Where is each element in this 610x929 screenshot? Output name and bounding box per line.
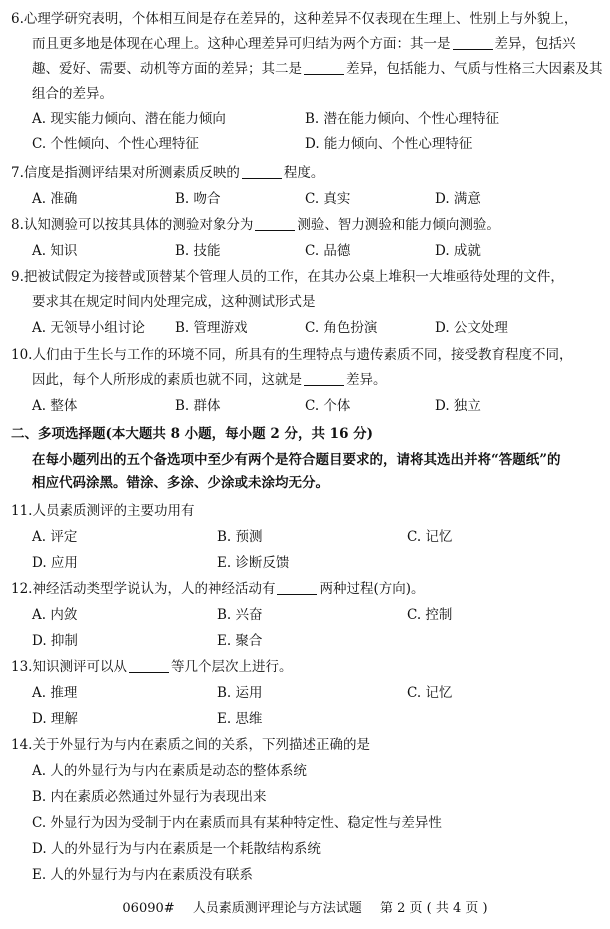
question-7-options — [11, 188, 603, 210]
option-b: B. 技能 — [175, 243, 221, 259]
option-d: D. 成就 — [435, 243, 481, 259]
option-d: D. 人的外显行为与内在素质是一个耗散结构系统 — [32, 841, 321, 857]
option-c: C. 外显行为因为受制于内在素质而具有某种特定性、稳定性与差异性 — [32, 815, 442, 831]
question-10-line-2: 因此，每个人所形成的素质也就不同，这就是 差异。 — [32, 372, 387, 388]
question-8-stem: 8.认知测验可以按其具体的测验对象分为 测验、智力测验和能力倾向测验。 — [11, 217, 500, 233]
option-d: D. 理解 — [32, 711, 78, 727]
question-14 — [11, 734, 603, 886]
page-number: 第 2 页 ( 共 4 页 ) — [379, 901, 488, 916]
question-10-options — [11, 395, 603, 417]
option-a: A. 无领导小组讨论 — [32, 320, 145, 336]
answer-blank — [129, 658, 169, 673]
answer-blank — [242, 164, 282, 179]
option-c: C. 真实 — [305, 191, 351, 207]
option-a: A. 准确 — [32, 191, 78, 207]
question-10-line-1: 10.人们由于生长与工作的环境不同，所具有的生理特点与遗传素质不同，接受教育程度不同， — [11, 347, 573, 363]
option-a: A. 人的外显行为与内在素质是动态的整体系统 — [32, 763, 307, 779]
option-c: C. 记忆 — [407, 685, 453, 701]
option-b: B. 潜在能力倾向、个性心理特征 — [305, 111, 500, 127]
exam-code: 06090# — [122, 901, 175, 916]
option-e: E. 思维 — [217, 711, 263, 727]
question-6-line-2: 而且更多地是体现在心理上。这种心理差异可归结为两个方面：其一是 差异，包括兴 — [32, 36, 576, 52]
question-9-line-1: 9.把被试假定为接替或顶替某个管理人员的工作，在其办公桌上堆积一大堆亟待处理的文件， — [11, 269, 564, 285]
question-11-options-row-1 — [11, 526, 603, 548]
question-13-options-row-1 — [11, 682, 603, 704]
question-14-stem: 14.关于外显行为与内在素质之间的关系，下列描述正确的是 — [11, 737, 370, 753]
page-footer — [0, 897, 610, 916]
question-8 — [11, 214, 603, 262]
option-c: C. 角色扮演 — [305, 320, 378, 336]
question-13-stem: 13.知识测评可以从 等几个层次上进行。 — [11, 659, 293, 675]
option-d: D. 满意 — [435, 191, 481, 207]
option-b: B. 吻合 — [175, 191, 221, 207]
answer-blank — [255, 216, 295, 231]
option-c: C. 个体 — [305, 398, 351, 414]
question-12-options-row-2 — [11, 630, 603, 652]
option-c: C. 品德 — [305, 243, 351, 259]
question-12-options-row-1 — [11, 604, 603, 626]
question-6-line-3: 趣、爱好、需要、动机等方面的差异；其二是 差异，包括能力、气质与性格三大因素及其 — [32, 61, 603, 77]
option-d: D. 应用 — [32, 555, 78, 571]
question-7 — [11, 162, 603, 210]
answer-blank — [304, 60, 344, 75]
question-13-options-row-2 — [11, 708, 603, 730]
option-d: D. 能力倾向、个性心理特征 — [305, 136, 473, 152]
question-6-line-4: 组合的差异。 — [32, 86, 113, 102]
option-b: B. 兴奋 — [217, 607, 263, 623]
option-b: B. 群体 — [175, 398, 221, 414]
question-9-options — [11, 317, 603, 339]
question-10 — [11, 344, 603, 417]
option-b: B. 运用 — [217, 685, 263, 701]
option-c: C. 记忆 — [407, 529, 453, 545]
option-b: B. 管理游戏 — [175, 320, 248, 336]
option-e: E. 诊断反馈 — [217, 555, 290, 571]
section-heading: 二、多项选择题(本大题共 8 小题，每小题 2 分，共 16 分) — [11, 426, 374, 442]
section-instructions: 在每小题列出的五个备选项中至少有两个是符合题目要求的，请将其选出并将“答题纸”的 相应代码涂黑。错涂、多涂、少涂或未涂均无分。 — [32, 452, 561, 491]
question-12 — [11, 578, 603, 652]
option-a: A. 整体 — [32, 398, 78, 414]
option-c: C. 控制 — [407, 607, 453, 623]
option-c: C. 个性倾向、个性心理特征 — [32, 136, 199, 152]
question-6-options-row-2 — [11, 133, 603, 155]
option-d: D. 独立 — [435, 398, 481, 414]
option-a: A. 现实能力倾向、潜在能力倾向 — [32, 111, 226, 127]
option-a: A. 评定 — [32, 529, 78, 545]
option-e: E. 人的外显行为与内在素质没有联系 — [32, 867, 253, 883]
question-6 — [11, 8, 603, 155]
option-b: B. 内在素质必然通过外显行为表现出来 — [32, 789, 267, 805]
option-b: B. 预测 — [217, 529, 263, 545]
option-d: D. 抑制 — [32, 633, 78, 649]
question-13 — [11, 656, 603, 730]
option-d: D. 公文处理 — [435, 320, 508, 336]
answer-blank — [304, 371, 344, 386]
question-6-options-row-1 — [11, 108, 603, 130]
option-a: A. 内敛 — [32, 607, 78, 623]
option-a: A. 推理 — [32, 685, 78, 701]
question-6-line-1: 6.心理学研究表明，个体相互间是存在差异的，这种差异不仅表现在生理上、性别上与外貌上， — [11, 11, 578, 27]
question-9 — [11, 266, 603, 339]
question-9-line-2: 要求其在规定时间内处理完成，这种测试形式是 — [32, 294, 316, 310]
question-11 — [11, 500, 603, 574]
answer-blank — [453, 35, 493, 50]
question-7-stem: 7.信度是指测评结果对所测素质反映的 程度。 — [11, 165, 325, 181]
exam-title: 人员素质测评理论与方法试题 — [192, 901, 362, 916]
question-11-options-row-2 — [11, 552, 603, 574]
question-8-options — [11, 240, 603, 262]
option-a: A. 知识 — [32, 243, 78, 259]
question-12-stem: 12.神经活动类型学说认为，人的神经活动有 两种过程(方向)。 — [11, 581, 425, 597]
answer-blank — [277, 580, 317, 595]
option-e: E. 聚合 — [217, 633, 263, 649]
question-11-stem: 11.人员素质测评的主要功用有 — [11, 503, 195, 519]
